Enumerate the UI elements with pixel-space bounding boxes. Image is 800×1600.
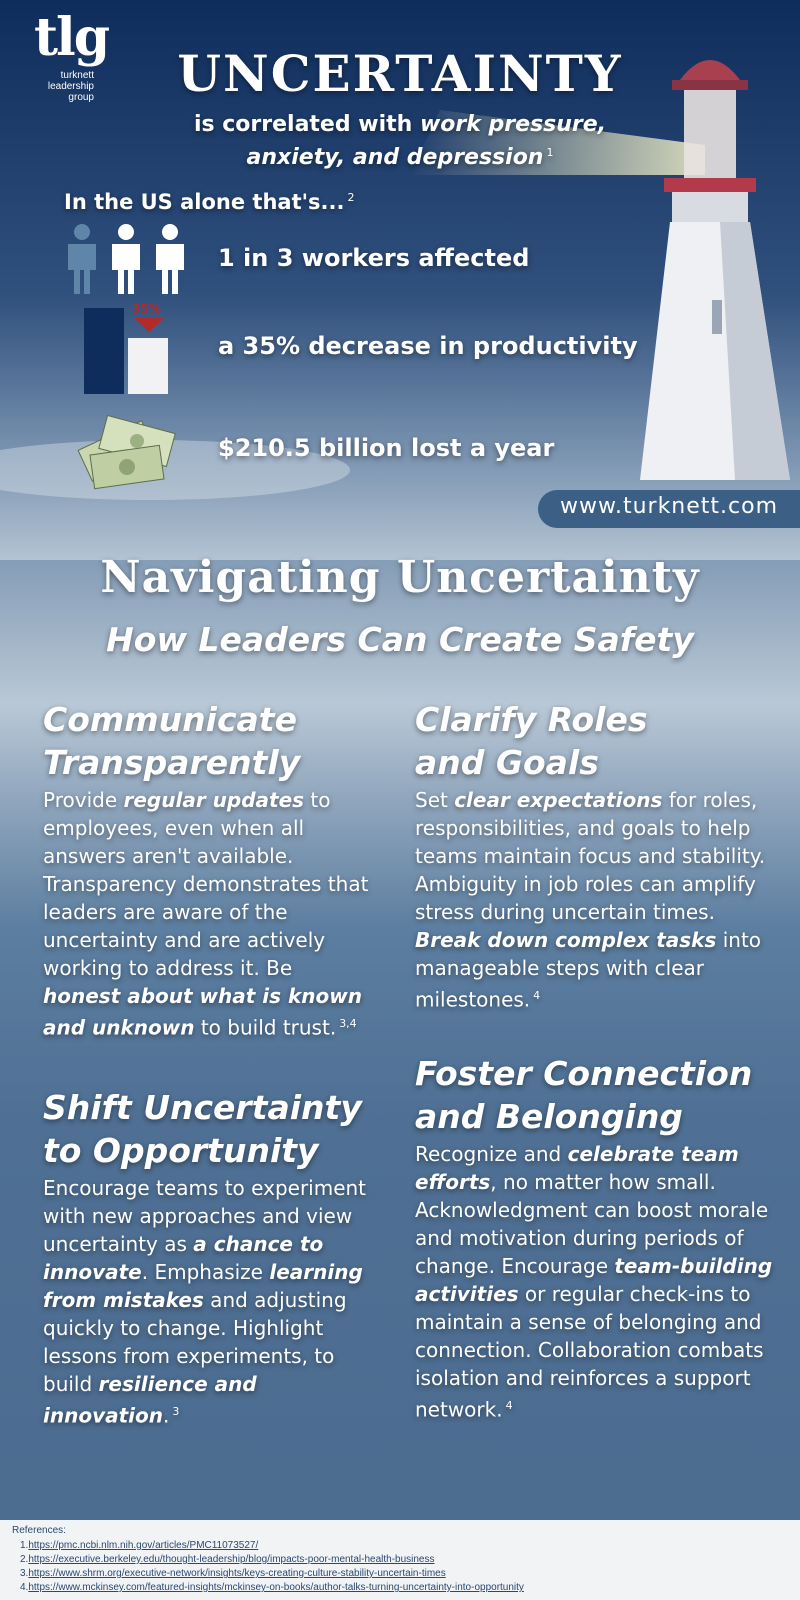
body-emphasis: celebrate team efforts: [415, 1142, 739, 1194]
heading-line-1: Clarify Roles: [415, 700, 648, 739]
body-text: Provide: [43, 788, 124, 812]
bar-after: [128, 338, 168, 394]
body-emphasis: honest about what is known and unknown: [43, 984, 362, 1040]
subtitle-italic-2: anxiety, and depression: [246, 145, 544, 170]
heading-line-1: Foster Connection: [415, 1054, 753, 1093]
heading-line-2: and Goals: [415, 743, 599, 782]
reference-item: [20, 1554, 435, 1565]
section-body: [415, 1140, 785, 1424]
reference-number: 3.: [20, 1568, 29, 1579]
section-body: [415, 786, 785, 1014]
heading-line-2: to Opportunity: [43, 1131, 319, 1170]
section-heading: [43, 698, 373, 784]
stats-intro-ref: 2: [347, 191, 355, 204]
body-emphasis: learning from mistakes: [43, 1260, 363, 1312]
body-text: Set: [415, 788, 455, 812]
reference-item: [20, 1582, 524, 1593]
logo-line-1: turknett: [60, 70, 94, 81]
reference-number: 4.: [20, 1582, 29, 1593]
body-ref: 3: [172, 1405, 180, 1418]
section-heading: [43, 1086, 373, 1172]
heading-line-1: Communicate: [43, 700, 297, 739]
logo-mark: tlg: [34, 7, 109, 68]
body-ref: 3,4: [339, 1017, 357, 1030]
body-text: into manageable steps with clear milestones.: [415, 928, 762, 1012]
subtitle-plain: is correlated with: [193, 112, 420, 137]
section-body: [43, 1174, 373, 1430]
section-body: [43, 786, 373, 1042]
body-emphasis: a chance to innovate: [43, 1232, 324, 1284]
body-text: .: [163, 1403, 170, 1428]
body-text: . Emphasize: [141, 1260, 270, 1284]
subtitle-italic-1: work pressure,: [419, 112, 607, 137]
money-icon: [72, 404, 188, 498]
section-clarify: [415, 698, 785, 1014]
reference-link[interactable]: https://www.shrm.org/executive-network/insights/keys-creating-culture-stability-uncertain-times: [28, 1568, 446, 1579]
stat-workers: 1 in 3 workers affected: [218, 244, 530, 272]
reference-number: 1.: [20, 1540, 29, 1551]
navigating-title: Navigating Uncertainty: [100, 552, 700, 603]
body-text: Encourage teams to experiment with new approaches and view uncertainty as: [43, 1176, 367, 1256]
reference-item: [20, 1540, 258, 1551]
section-heading: [415, 698, 785, 784]
people-icon: [62, 224, 192, 296]
bar-before: [84, 308, 124, 394]
body-emphasis: Break down complex tasks: [415, 928, 717, 952]
website-link[interactable]: www.turknett.com: [560, 494, 779, 519]
reference-link[interactable]: https://www.mckinsey.com/featured-insights/mckinsey-on-books/author-talks-turning-uncertainty-into-opportunity: [28, 1582, 524, 1593]
section-communicate: [43, 698, 373, 1042]
body-text: to build trust.: [194, 1015, 337, 1040]
body-ref: 4: [533, 989, 541, 1002]
reference-link[interactable]: https://pmc.ncbi.nlm.nih.gov/articles/PMC11073527/: [28, 1540, 259, 1551]
section-heading: [415, 1052, 785, 1138]
reference-link[interactable]: https://executive.berkeley.edu/thought-leadership/blog/impacts-poor-mental-health-business: [28, 1554, 435, 1565]
reference-number: 2.: [20, 1554, 29, 1565]
subtitle-line-1: [0, 112, 800, 137]
body-text: and adjusting quickly to change. Highlight lessons from experiments, to build: [43, 1288, 347, 1396]
logo-line-2: leadership: [47, 81, 94, 92]
body-text: Recognize and: [415, 1142, 568, 1166]
stats-intro: [64, 190, 354, 214]
section-foster: [415, 1052, 785, 1424]
body-text: or regular check-ins to maintain a sense of belonging and connection. Collaboration combats isolation and reinforces a support network.: [415, 1282, 764, 1422]
reference-item: [20, 1568, 446, 1579]
stat-productivity: a 35% decrease in productivity: [218, 332, 638, 360]
body-ref: 4: [505, 1399, 513, 1412]
bar-decrease-icon: [84, 302, 170, 394]
body-text: to employees, even when all answers aren't available. Transparency demonstrates that leaders are aware of the uncertainty and are actively working to address it. Be: [43, 788, 369, 980]
stat-money: $210.5 billion lost a year: [218, 434, 555, 462]
body-text: for roles, responsibilities, and goals to help teams maintain focus and stability. Ambiguity in job roles can amplify stress during uncertain times.: [415, 788, 766, 924]
main-title: UNCERTAINTY: [177, 44, 623, 103]
references-title: References:: [12, 1525, 66, 1536]
body-emphasis: clear expectations: [454, 788, 663, 812]
heading-line-1: Shift Uncertainty: [43, 1088, 362, 1127]
body-text: , no matter how small. Acknowledgment can boost morale and motivation during periods of change. Encourage: [415, 1170, 769, 1278]
decrease-badge: 35%: [132, 302, 161, 316]
heading-line-2: and Belonging: [415, 1097, 683, 1136]
stats-intro-text: In the US alone that's...: [64, 190, 345, 214]
section-shift: [43, 1086, 373, 1430]
heading-line-2: Transparently: [43, 743, 301, 782]
down-arrow-icon: [134, 318, 164, 332]
body-emphasis: team-building activities: [415, 1254, 773, 1306]
body-emphasis: regular updates: [123, 788, 305, 812]
subtitle-ref: 1: [546, 145, 554, 159]
subtitle-line-2: [0, 145, 800, 170]
body-emphasis: resilience and innovation: [43, 1372, 257, 1428]
logo-line-3: group: [68, 92, 94, 103]
navigating-subtitle: How Leaders Can Create Safety: [106, 620, 694, 659]
